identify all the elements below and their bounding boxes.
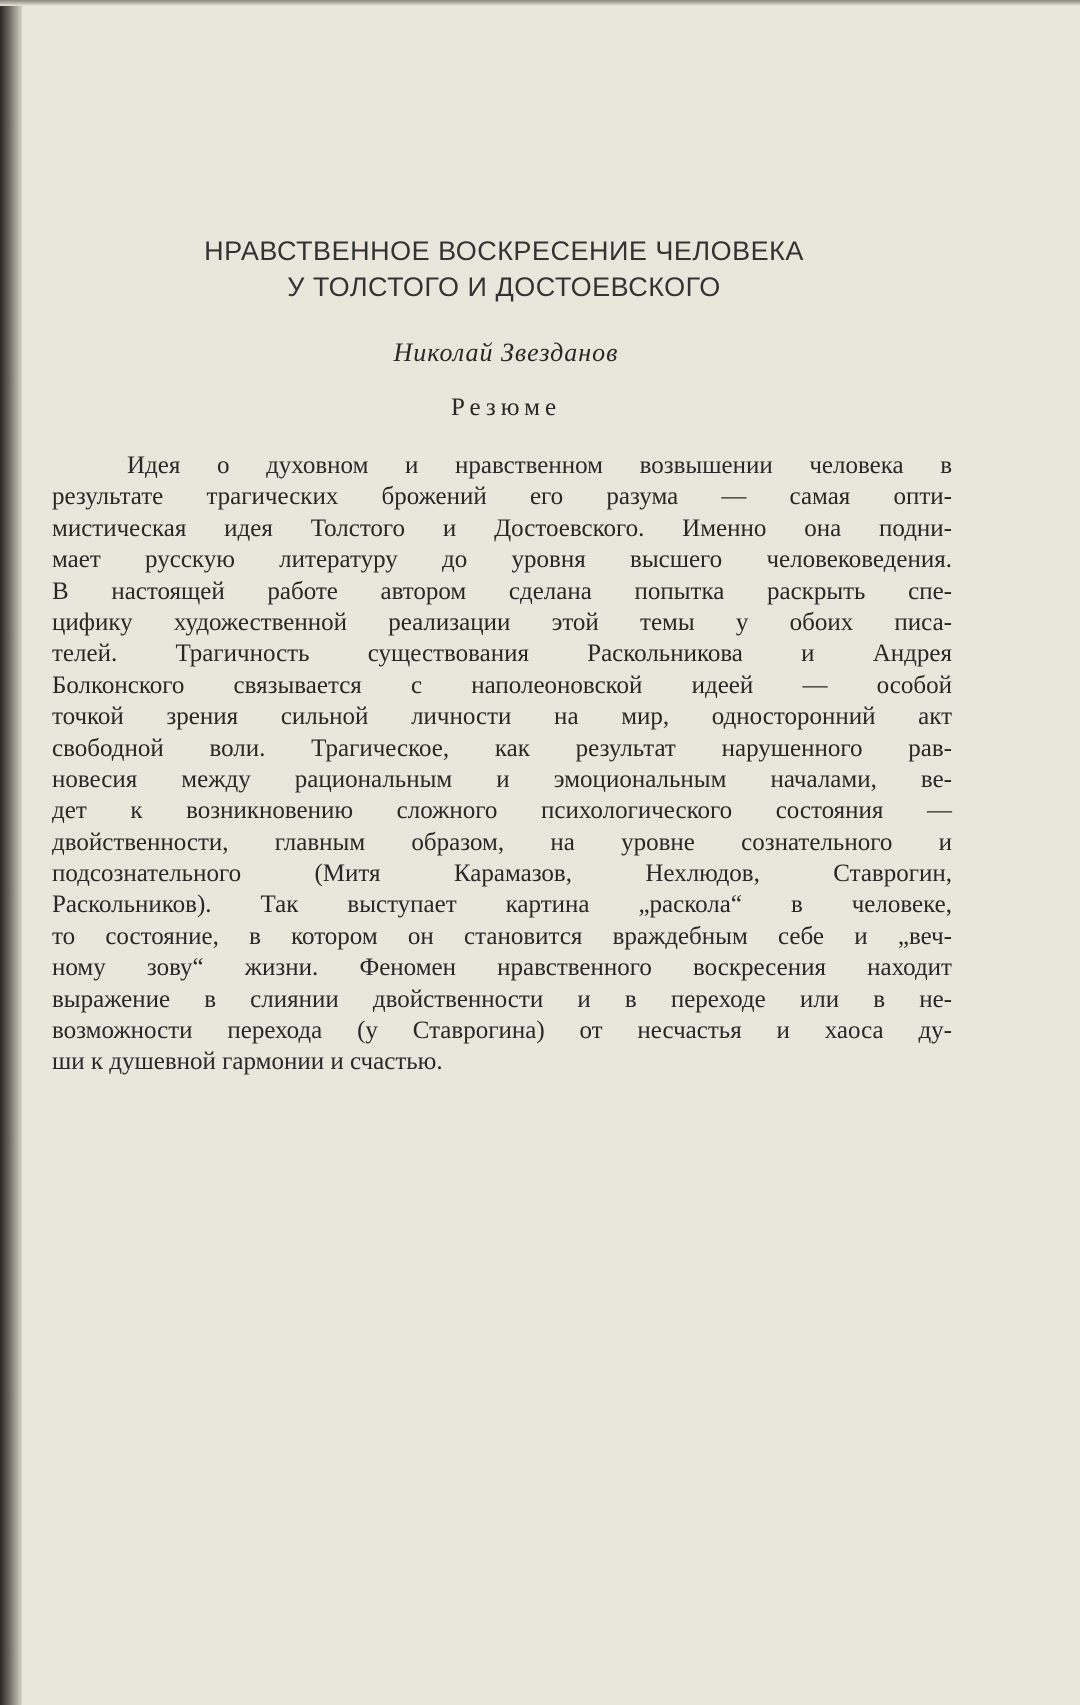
text-line: подсознательного (Митя Карамазов, Нехлюдов, Ставрогин, — [52, 860, 952, 888]
text-line: ному зову“ жизни. Феномен нравственного воскресения находит — [52, 954, 952, 982]
text-line: дет к возникновению сложного психологического состояния — — [52, 797, 952, 825]
text-line: В настоящей работе автором сделана попытка раскрыть спе- — [52, 577, 952, 605]
text-line: телей. Трагичность существования Раскольникова и Андрея — [52, 640, 952, 668]
text-line: мистическая идея Толстого и Достоевского. Именно она подни- — [52, 514, 952, 542]
text-line: ши к душевной гармонии и счастью. — [52, 1048, 443, 1076]
text-line: Болконского связывается с наполеоновской идеей — особой — [52, 671, 952, 699]
text-line: Идея о духовном и нравственном возвышении человека в — [127, 452, 952, 479]
text-line: возможности перехода (у Ставрогина) от несчастья и хаоса ду- — [52, 1017, 952, 1045]
text-line: новесия между рациональным и эмоциональным началами, ве- — [52, 765, 952, 793]
text-line: выражение в слиянии двойственности и в переходе или в не- — [52, 985, 952, 1013]
text-line: двойственности, главным образом, на уровне сознательного и — [52, 828, 952, 856]
page-top-edge — [0, 0, 1080, 6]
text-line: цифику художественной реализации этой темы у обоих писа- — [52, 608, 952, 636]
author-name: Николай Звезданов — [393, 338, 619, 367]
text-line: мает русскую литературу до уровня высшего человековедения. — [52, 546, 952, 574]
text-line: то состояние, в котором он становится враждебным себе и „веч- — [52, 922, 952, 950]
text-line: свободной воли. Трагическое, как результат нарушенного рав- — [52, 734, 952, 762]
text-line: точкой зрения сильной личности на мир, односторонний акт — [52, 703, 952, 731]
article-title-line-2: У ТОЛСТОГО И ДОСТОЕВСКОГО — [287, 272, 721, 302]
text-line: результате трагических брожений его разума — самая опти- — [52, 483, 952, 511]
article-title-line-1: НРАВСТВЕННОЕ ВОСКРЕСЕНИЕ ЧЕЛОВЕКА — [204, 236, 804, 266]
text-line: Раскольников). Так выступает картина „раскола“ в человеке, — [52, 891, 952, 919]
section-heading: Резюме — [450, 394, 562, 421]
abstract-body — [52, 450, 952, 1078]
